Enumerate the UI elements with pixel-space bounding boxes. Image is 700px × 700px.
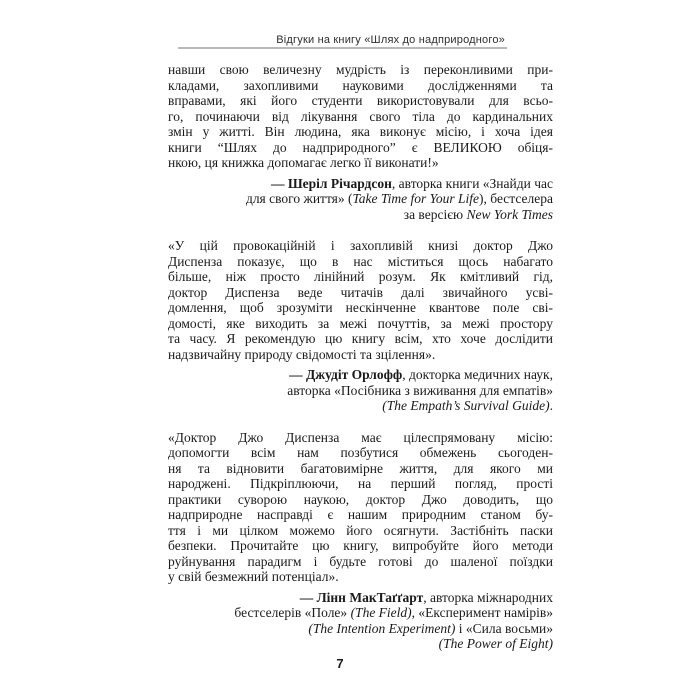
text-line [168, 621, 553, 637]
running-header-title: Відгуки на книгу «Шлях до надприродного» [276, 34, 505, 46]
text-segment: (The Empath’s Survival Guide) [382, 398, 550, 413]
text-segment: New York Times [466, 206, 553, 222]
text-line: кладами, захопливими науковими дослідженнями та [168, 77, 553, 93]
text-line: більше, ніж просто лінійний розум. Як кмітливий гід, [168, 269, 553, 284]
text-line: «Доктор Джо Диспенза має цілеспрямовану місію: [168, 429, 553, 445]
text-segment: і «Сила восьми» [455, 620, 553, 636]
text-line: практики суворою наукою, доктор Джо доводить, що [168, 491, 553, 507]
text-line [168, 176, 553, 192]
text-segment: , докторка медичних наук, [402, 367, 553, 382]
text-line: допомогти всім нам позбутися обмежень сьогоден- [168, 445, 553, 460]
text-segment: — Джудіт Орлофф [289, 367, 403, 382]
text-segment: . [549, 398, 553, 413]
text-column [168, 62, 553, 652]
text-line: народжені. Підкріплюючи, на перший погляд, прості [168, 476, 553, 491]
text-line: го, починаючи від лікування свого тіла до кардинальних [168, 108, 553, 124]
text-line [168, 367, 553, 383]
text-segment: Take Time for Your Life [352, 191, 480, 206]
text-line: надзвичайну природу свідомості та зцілення». [168, 346, 436, 362]
text-segment: — Лінн МакТаґґарт [299, 589, 424, 605]
text-line: змін у житті. Він людина, яка виконує місію, і хоча ідея [168, 124, 553, 139]
attribution [168, 176, 553, 223]
attribution [168, 590, 553, 652]
text-line: Диспенза показує, що в нас міститься щось набагато [168, 253, 553, 269]
attribution [168, 367, 553, 414]
text-line [168, 207, 553, 223]
text-line [168, 398, 553, 414]
text-segment: для свого життя» ( [245, 191, 353, 206]
text-segment: — Шеріл Річардсон [270, 175, 392, 191]
text-line [168, 191, 553, 207]
quote-paragraph [168, 430, 553, 585]
text-line [168, 636, 553, 652]
text-line: безпеки. Прочитайте цю книгу, випробуйте його методи [168, 538, 553, 553]
text-line: домлення, щоб зрозуміти нескінченне квантове поле сві- [168, 300, 553, 315]
text-line: навши свою величезну мудрість із переконливими при- [168, 62, 553, 77]
text-line: доктор Диспенза веде читачів далі звичайного усві- [168, 284, 553, 300]
text-line [168, 383, 553, 399]
quote-paragraph [168, 62, 553, 171]
text-segment: (The Power of Eight) [438, 636, 553, 651]
text-segment: за версією [403, 206, 467, 222]
text-line: у свій безмежний потенціал». [168, 569, 339, 584]
text-segment: бестселерів «Поле» [234, 605, 351, 620]
text-line [168, 590, 553, 606]
text-segment: , «Експеримент намірів» [411, 605, 553, 620]
text-segment: ), бестселера [479, 191, 553, 206]
text-segment: , авторка книги «Знайди час [391, 175, 553, 191]
text-line: домості, яке виходить за межі почуттів, за межі простору [168, 315, 553, 331]
text-line: «У цій провокаційній і захопливій книзі доктор Джо [168, 238, 553, 253]
page-number: 7 [336, 656, 344, 671]
text-line [168, 605, 553, 621]
text-line: вправами, які його студенти використовували для всьо- [168, 93, 553, 108]
text-line: ня та відновити багатовимірне життя, для якого ми [168, 460, 553, 476]
text-line: ття і ми цілком можемо його осягнути. Застібніть паски [168, 522, 553, 538]
text-segment: (The Intention Experiment) [308, 620, 456, 636]
text-line: нкою, ця книжка допомагає легко її виконати!» [168, 155, 439, 170]
text-segment: авторка «Посібника з виживання для емпатів» [287, 382, 553, 398]
header-rule [178, 47, 507, 49]
quote-paragraph [168, 238, 553, 362]
text-line: та часу. Я рекомендую цю книгу всім, хто хоче дослідити [168, 331, 553, 346]
text-segment: (The Field) [350, 605, 412, 620]
text-line: руйнування парадигм і будьте готові до шаленої поїздки [168, 553, 553, 569]
text-line: книги “Шлях до надприродного” є ВЕЛИКОЮ обіця- [168, 139, 553, 155]
text-segment: , авторка міжнародних [423, 589, 553, 605]
text-line: надприродне насправді є нашим природним станом бу- [168, 507, 553, 522]
